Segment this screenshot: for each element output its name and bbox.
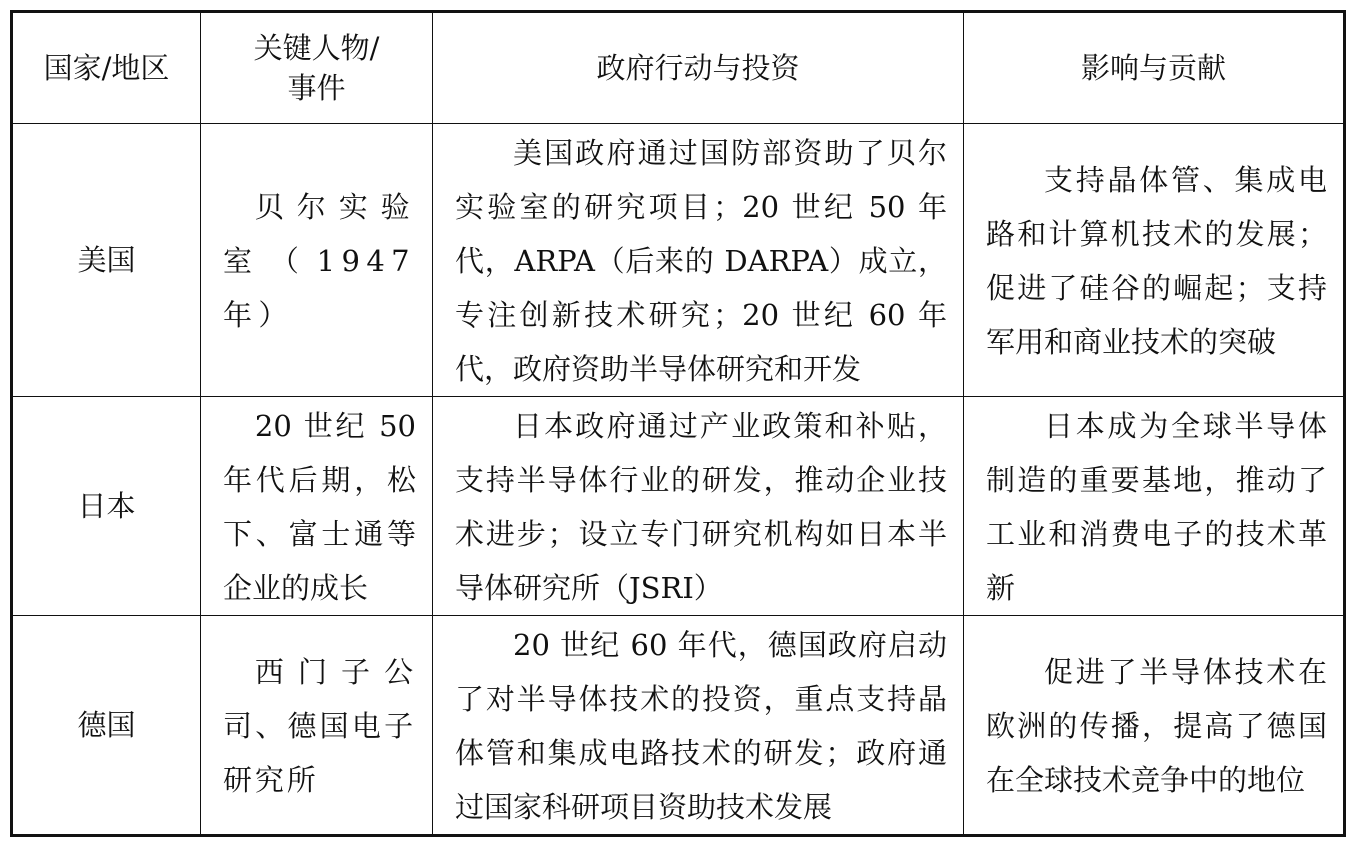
table-row: [12, 397, 1345, 616]
cell-government-text: 美国政府通过国防部资助了贝尔实验室的研究项目；20 世纪 50 年代，ARPA（后来的 DARPA）成立，专注创新技术研究；20 世纪 60 年代，政府资助半导体研究和开发: [455, 136, 947, 386]
cell-government: [433, 397, 964, 616]
cell-impact-text: 支持晶体管、集成电路和计算机技术的发展；促进了硅谷的崛起；支持军用和商业技术的突破: [986, 163, 1327, 359]
cell-government-text: 20 世纪 60 年代，德国政府启动了对半导体技术的投资，重点支持晶体管和集成电路技术的研发；政府通过国家科研项目资助技术发展: [455, 628, 947, 824]
cell-event: [201, 616, 433, 836]
cell-country: 日本: [12, 397, 201, 616]
cell-impact-text: 促进了半导体技术在欧洲的传播，提高了德国在全球技术竞争中的地位: [986, 655, 1327, 797]
header-impact: 影响与贡献: [964, 12, 1345, 124]
cell-country: 美国: [12, 124, 201, 397]
cell-event: [201, 124, 433, 397]
header-country: 国家/地区: [12, 12, 201, 124]
cell-impact: [964, 616, 1345, 836]
header-row: [12, 12, 1345, 124]
semiconductor-policy-table: [10, 10, 1346, 837]
cell-impact-text: 日本成为全球半导体制造的重要基地，推动了工业和消费电子的技术革新: [986, 409, 1327, 605]
cell-government: [433, 124, 964, 397]
cell-impact: [964, 124, 1345, 397]
cell-event-text: 西门子公司、德国电子研究所: [223, 655, 416, 797]
table-row: [12, 616, 1345, 836]
table-row: [12, 124, 1345, 397]
cell-impact: [964, 397, 1345, 616]
header-event: 关键人物/事件: [201, 12, 433, 124]
cell-event-text: 20 世纪 50 年代后期，松下、富士通等企业的成长: [223, 409, 416, 605]
cell-country: 德国: [12, 616, 201, 836]
header-government: 政府行动与投资: [433, 12, 964, 124]
cell-government-text: 日本政府通过产业政策和补贴，支持半导体行业的研发，推动企业技术进步；设立专门研究机构如日本半导体研究所（JSRI）: [455, 409, 947, 605]
cell-government: [433, 616, 964, 836]
cell-event: [201, 397, 433, 616]
cell-event-text: 贝尔实验室（1947 年）: [223, 190, 416, 332]
